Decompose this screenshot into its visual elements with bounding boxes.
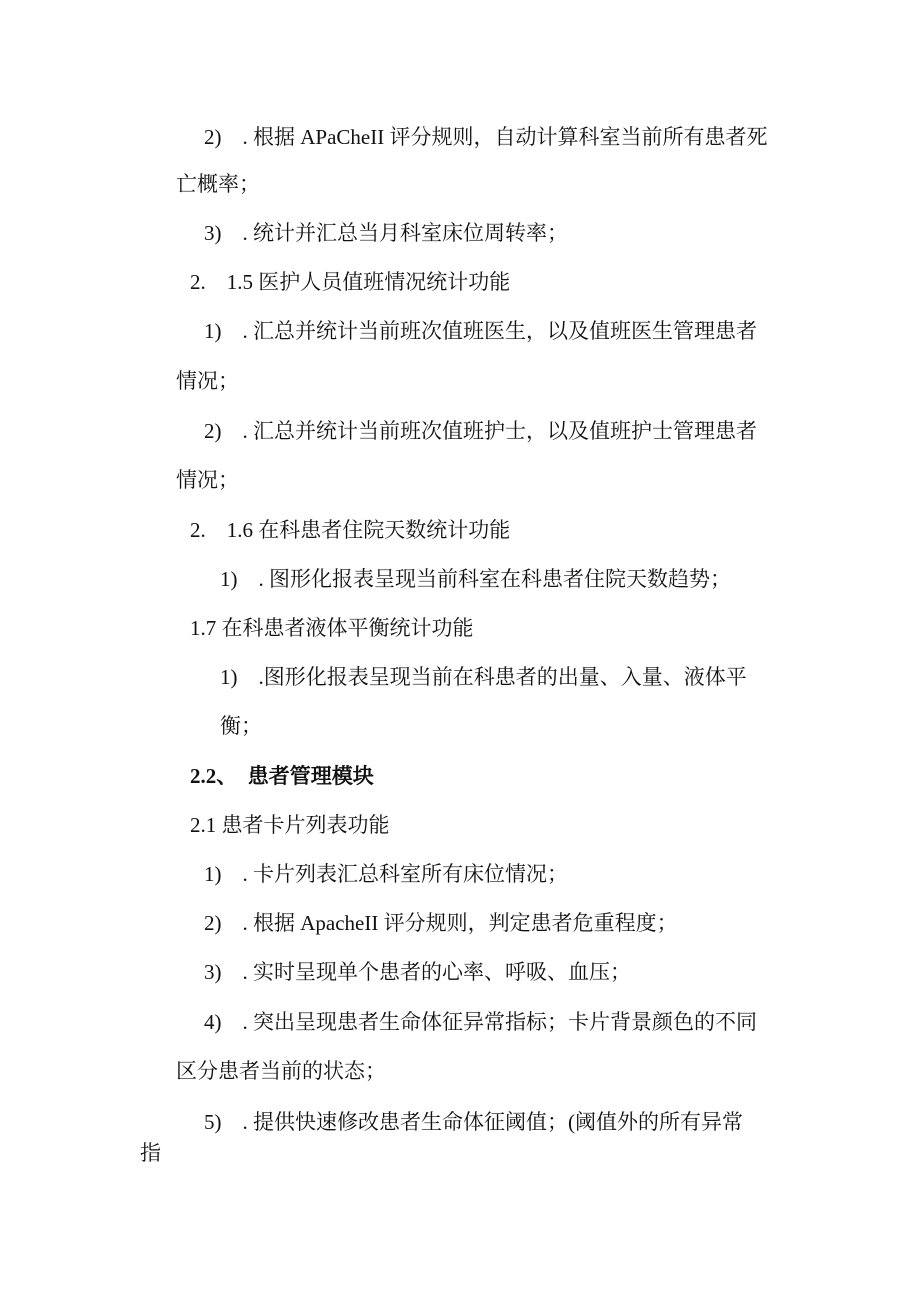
paragraph-line: 2) . 汇总并统计当前班次值班护士，以及值班护士管理患者 (204, 419, 757, 443)
paragraph-line: 1) .图形化报表呈现当前在科患者的出量、入量、液体平 (220, 665, 747, 689)
paragraph-line: 1) . 卡片列表汇总科室所有床位情况； (204, 862, 568, 886)
paragraph-line: 2) . 根据 APaCheII 评分规则，自动计算科室当前所有患者死 (204, 125, 768, 149)
section-heading: 2. 1.6 在科患者住院天数统计功能 (190, 518, 511, 542)
paragraph-line: 指 (140, 1141, 161, 1165)
paragraph-line: 1) . 图形化报表呈现当前科室在科患者住院天数趋势； (220, 567, 731, 591)
paragraph-line: 情况； (176, 468, 239, 492)
paragraph-line: 3) . 统计并汇总当月科室床位周转率； (204, 221, 568, 245)
paragraph-line: 情况； (176, 369, 239, 393)
paragraph-line: 区分患者当前的状态； (176, 1059, 386, 1083)
paragraph-line: 衡； (220, 714, 262, 738)
paragraph-line: 3) . 实时呈现单个患者的心率、呼吸、血压； (204, 960, 631, 984)
paragraph-line: 1) . 汇总并统计当前班次值班医生，以及值班医生管理患者 (204, 319, 757, 343)
paragraph-line: 2) . 根据 ApacheII 评分规则，判定患者危重程度； (204, 911, 678, 935)
paragraph-line: 4) . 突出呈现患者生命体征异常指标；卡片背景颜色的不同 (204, 1010, 757, 1034)
paragraph-line: 亡概率； (176, 172, 260, 196)
module-heading: 2.2、 患者管理模块 (190, 764, 374, 788)
section-heading: 2. 1.5 医护人员值班情况统计功能 (190, 270, 511, 294)
section-heading: 2.1 患者卡片列表功能 (190, 813, 390, 837)
section-heading: 1.7 在科患者液体平衡统计功能 (190, 616, 474, 640)
paragraph-line: 5) . 提供快速修改患者生命体征阈值；(阈值外的所有异常 (204, 1110, 743, 1134)
